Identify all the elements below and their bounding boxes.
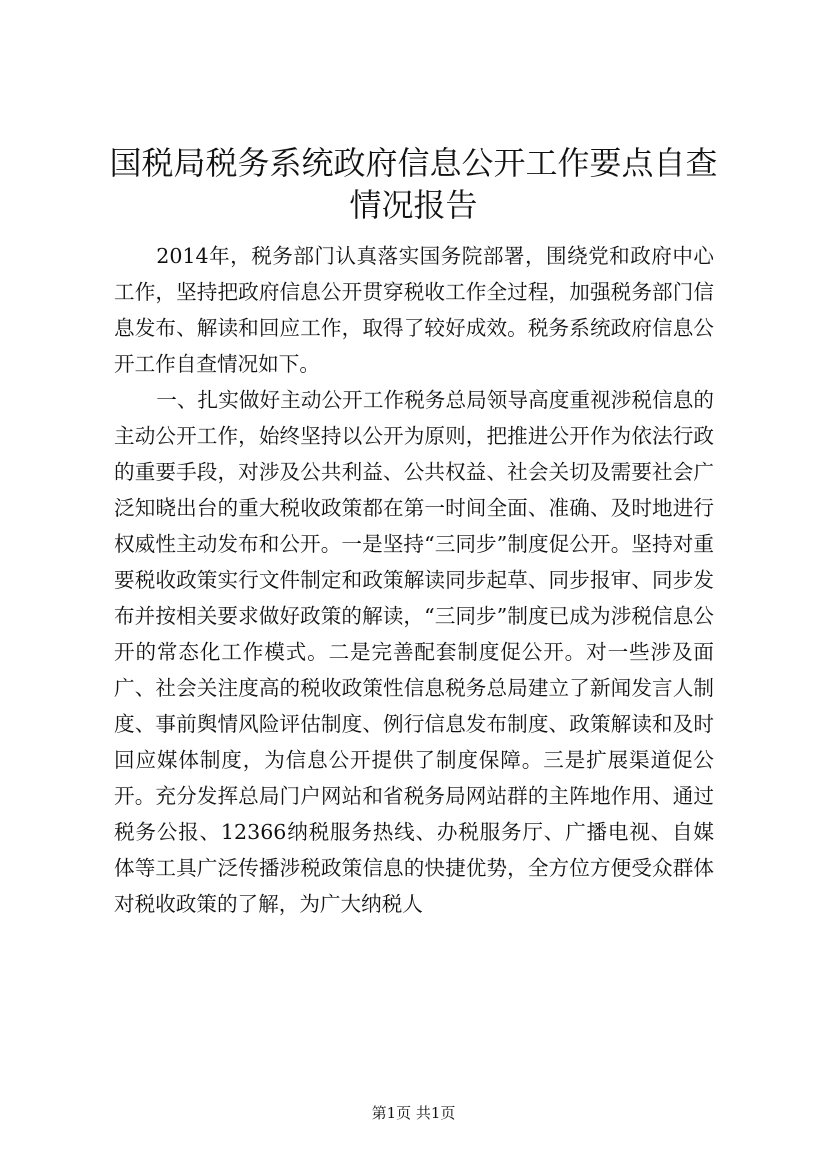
document-title: 国税局税务系统政府信息公开工作要点自查情况报告 <box>109 144 718 224</box>
page-number-footer: 第1页 共1页 <box>371 1104 456 1122</box>
paragraph-section-one: 一、扎实做好主动公开工作税务总局领导高度重视涉税信息的主动公开工作，始终坚持以公开为原则，把推进公开作为依法行政的重要手段，对涉及公共利益、公共权益、社会关切及需要社会广泛知晓出台的重大税收政策都在第一时间全面、准确、及时地进行权威性主动发布和公开。一是坚持“三同步”制度促公开。坚持对重要税收政策实行文件制定和政策解读同步起草、同步报审、同步发布并按相关要求做好政策的解读，“三同步”制度已成为涉税信息公开的常态化工作模式。二是完善配套制度促公开。对一些涉及面广、社会关注度高的税收政策性信息税务总局建立了新闻发言人制度、事前舆情风险评估制度、例行信息发布制度、政策解读和及时回应媒体制度，为信息公开提供了制度保障。三是扩展渠道促公开。充分发挥总局门户网站和省税务局网站群的主阵地作用、通过税务公报、12366纳税服务热线、办税服务厅、广播电视、自媒体等工具广泛传播涉税政策信息的快捷优势，全方位方便受众群体对税收政策的了解，为广大纳税人 <box>114 388 714 916</box>
paragraph-intro: 2014年，税务部门认真落实国务院部署，围绕党和政府中心工作，坚持把政府信息公开贯穿税收工作全过程，加强税务部门信息发布、解读和回应工作，取得了较好成效。税务系统政府信息公开工作自查情况如下。 <box>114 244 714 376</box>
document-body <box>114 238 714 922</box>
